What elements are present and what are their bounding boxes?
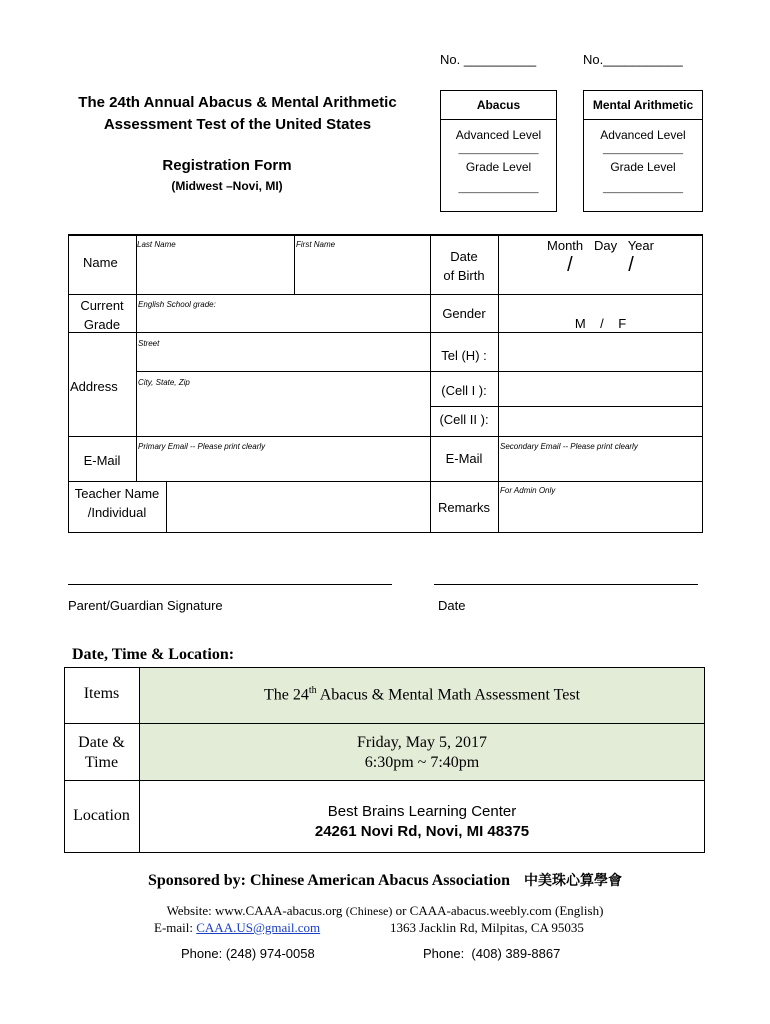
date-value: Friday, May 5, 2017 — [356, 734, 488, 751]
teacher-name-field[interactable] — [167, 482, 430, 532]
schedule-row-divider — [64, 723, 705, 724]
primary-email-field[interactable] — [137, 437, 430, 481]
location-label: Location — [73, 807, 130, 824]
location-note: (Midwest –Novi, MI) — [171, 179, 283, 193]
website-chinese-note: (Chinese) — [345, 904, 393, 918]
tel-home-field[interactable] — [499, 333, 702, 371]
number-field-left[interactable]: No. __________ — [440, 52, 537, 67]
phone-2: Phone: (408) 389-8867 — [423, 946, 561, 961]
mental-arithmetic-level-box[interactable] — [583, 90, 703, 212]
dob-slashes: / / — [567, 254, 634, 276]
teacher-line-1: Teacher Name — [74, 486, 160, 501]
tel-home-label: Tel (H) : — [441, 348, 487, 363]
street-field[interactable] — [137, 333, 430, 371]
sponsor-text: Sponsored by: Chinese American Abacus Association — [148, 872, 510, 889]
city-state-zip-field[interactable] — [137, 372, 430, 436]
items-value-post: Abacus & Mental Math Assessment Test — [316, 686, 581, 704]
mental-grade-level: Grade Level — [610, 160, 676, 174]
document-title — [40, 92, 435, 136]
current-grade-label — [68, 296, 136, 334]
parent-signature-line[interactable] — [68, 584, 392, 585]
sponsor-chinese-name: 中美珠心算學會 — [523, 873, 622, 889]
mental-advanced-level: Advanced Level — [600, 128, 686, 142]
street-hint: Street — [138, 339, 160, 348]
title-line-2: Assessment Test of the United States — [103, 116, 372, 133]
mental-box-title: Mental Arithmetic — [584, 91, 702, 120]
title-line-1: The 24th Annual Abacus & Mental Arithmetic — [78, 94, 397, 111]
english-grade-field[interactable] — [137, 295, 430, 332]
last-name-field[interactable] — [136, 234, 294, 294]
email-link[interactable]: CAAA.US@gmail.com — [196, 920, 321, 935]
registration-form-grid — [68, 234, 703, 533]
city-state-zip-hint: City, State, Zip — [138, 378, 190, 387]
cell-1-label: (Cell I ): — [441, 383, 487, 398]
grid-right-border — [702, 234, 703, 533]
number-field-right[interactable]: No.___________ — [583, 52, 683, 67]
location-address: 24261 Novi Rd, Novi, MI 48375 — [314, 823, 530, 840]
website-line — [0, 903, 770, 919]
email-label: E-Mail — [83, 453, 121, 468]
items-value-pre: The 24 — [263, 686, 309, 704]
schedule-row-divider — [64, 780, 705, 781]
abacus-box-title: Abacus — [441, 91, 556, 120]
items-label: Items — [83, 685, 120, 702]
parent-signature-label: Parent/Guardian Signature — [68, 598, 223, 613]
abacus-advanced-blank: ________________ — [458, 144, 539, 154]
items-value-sup: th — [308, 685, 317, 696]
datetime-value — [140, 733, 704, 773]
admin-remarks-field — [499, 482, 702, 532]
dob-header: Month Day Year — [547, 238, 654, 253]
signature-date-line[interactable] — [434, 584, 698, 585]
abacus-grade-level: Grade Level — [465, 160, 532, 174]
admin-only-hint: For Admin Only — [500, 486, 556, 495]
gender-options[interactable]: M / F — [574, 316, 627, 331]
cell-2-field[interactable] — [499, 407, 702, 436]
dob-label-line-1: Date — [450, 249, 478, 264]
form-title: Registration Form — [162, 157, 292, 174]
name-label: Name — [83, 255, 118, 270]
secondary-email-field[interactable] — [499, 437, 702, 481]
remarks-label: Remarks — [437, 500, 490, 515]
last-name-hint: Last Name — [137, 240, 176, 249]
first-name-hint: First Name — [296, 240, 336, 249]
signature-date-label: Date — [438, 598, 466, 613]
email-label-secondary: E-Mail — [445, 451, 483, 466]
current-grade-line-2: Grade — [83, 317, 121, 332]
schedule-heading: Date, Time & Location: — [72, 646, 235, 663]
abacus-grade-blank: ________________ — [458, 183, 539, 193]
english-grade-hint: English School grade: — [138, 300, 216, 309]
location-name: Best Brains Learning Center — [327, 803, 517, 820]
time-value: 6:30pm ~ 7:40pm — [364, 754, 480, 771]
primary-email-hint: Primary Email -- Please print clearly — [138, 442, 266, 451]
datetime-label-line-2: Time — [84, 754, 119, 771]
cell-1-field[interactable] — [499, 372, 702, 406]
current-grade-line-1: Current — [80, 298, 124, 313]
email-prefix: E-mail: — [154, 920, 197, 935]
secondary-email-hint: Secondary Email -- Please print clearly — [500, 442, 638, 451]
sponsor-line — [0, 870, 770, 890]
dob-field[interactable] — [499, 234, 702, 294]
abacus-level-box[interactable] — [440, 90, 557, 212]
first-name-field[interactable] — [295, 234, 430, 294]
schedule-table — [64, 667, 705, 853]
phone-1: Phone: (248) 974-0058 — [181, 946, 315, 961]
location-value — [140, 802, 704, 842]
datetime-label-line-1: Date & — [78, 734, 125, 751]
email-line — [154, 920, 320, 936]
dob-label-line-2: of Birth — [443, 268, 485, 283]
mailing-address: 1363 Jacklin Rd, Milpitas, CA 95035 — [390, 920, 584, 935]
cell-2-label: (Cell II ): — [439, 412, 489, 427]
mental-advanced-blank: ________________ — [602, 144, 684, 154]
website-pre: Website: www.CAAA-abacus.org — [166, 903, 346, 918]
teacher-line-2: /Individual — [87, 505, 147, 520]
gender-label: Gender — [442, 306, 486, 321]
teacher-name-label — [68, 484, 166, 522]
datetime-label — [64, 733, 139, 773]
mental-grade-blank: ________________ — [602, 183, 684, 193]
address-label: Address — [70, 379, 118, 394]
abacus-advanced-level: Advanced Level — [455, 128, 542, 142]
website-post: or CAAA-abacus.weebly.com (English) — [392, 903, 604, 918]
dob-label — [430, 247, 498, 285]
items-value — [140, 685, 704, 704]
grid-bottom-border — [68, 532, 703, 533]
